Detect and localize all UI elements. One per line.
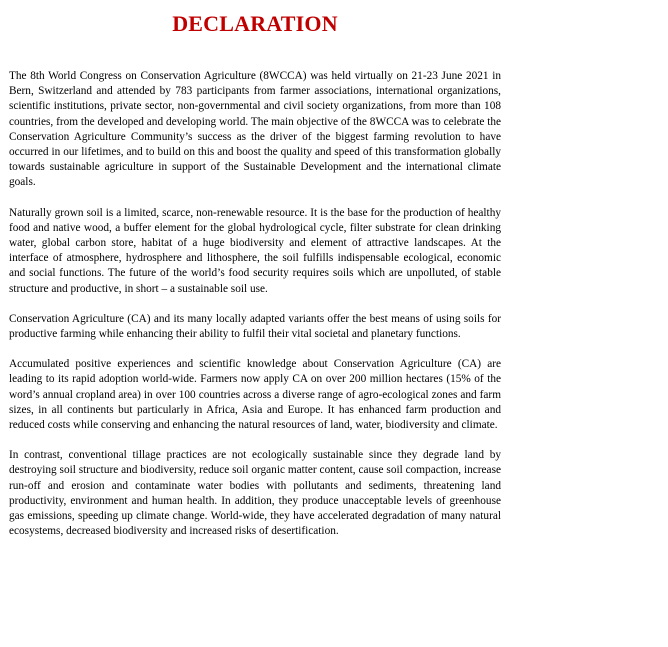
page-title: DECLARATION (172, 11, 338, 36)
paragraph-ca-adoption: Accumulated positive experiences and scientific knowledge about Conservation Agriculture (CA) are leading to its rapid adoption world-wide. Farmers now apply CA on over 200 million hectares (15% of the word’s annual cropland area) in over 100 countries across a diverse range of agro-ecological zones and farm sizes, in all continents but particularly in Africa, Asia and Europe. It has enhanced farm production and reduced costs while conserving and enhancing the natural resources of land, water, biodiversity and climate. (9, 358, 501, 432)
paragraph-ca-means: Conservation Agriculture (CA) and its many locally adapted variants offer the best means of using soils for productive farming while enhancing their ability to fulfil their vital societal and planetary functions. (9, 312, 501, 341)
paragraph-congress-overview: The 8th World Congress on Conservation Agriculture (8WCCA) was held virtually on 21-23 June 2021 in Bern, Switzerland and attended by 783 participants from farmer associations, international organizations, scientific institutions, private sector, non-governmental and civil society organizations, from more than 108 countries, from the developed and developing world. The main objective of the 8WCCA was to celebrate the Conservation Agriculture Community’s success as the driver of the biggest farming revolution to have occurred in our lifetimes, and to build on this and boost the quality and speed of this transformation globally towards sustainable agriculture in support of the Sustainable Development and the international climate goals. (9, 70, 501, 189)
paragraph-soil-resource: Naturally grown soil is a limited, scarce, non-renewable resource. It is the base for the production of healthy food and native wood, a buffer element for the global hydrological cycle, filter substrate for clean drinking water, global carbon store, habitat of a huge biodiversity and element of attractive landscapes. At the interface of atmosphere, hydrosphere and lithosphere, the soil fulfills indispensable ecological, economic and social functions. The future of the world’s food security requires soils which are unpolluted, of stable structure and productive, in short – a sustainable soil use. (9, 206, 501, 295)
document-page (9, 0, 501, 539)
paragraph-conventional-tillage: In contrast, conventional tillage practices are not ecologically sustainable since they degrade land by destroying soil structure and biodiversity, reduce soil organic matter content, cause soil compaction, increase run-off and erosion and contaminate water bodies with pollutants and sediments, threatening land productivity, environment and human health. In addition, they produce unacceptable levels of greenhouse gas emissions, speeding up climate change. World-wide, they have accelerated degradation of many natural ecosystems, decreased biodiversity and increased risks of desertification. (9, 449, 501, 538)
